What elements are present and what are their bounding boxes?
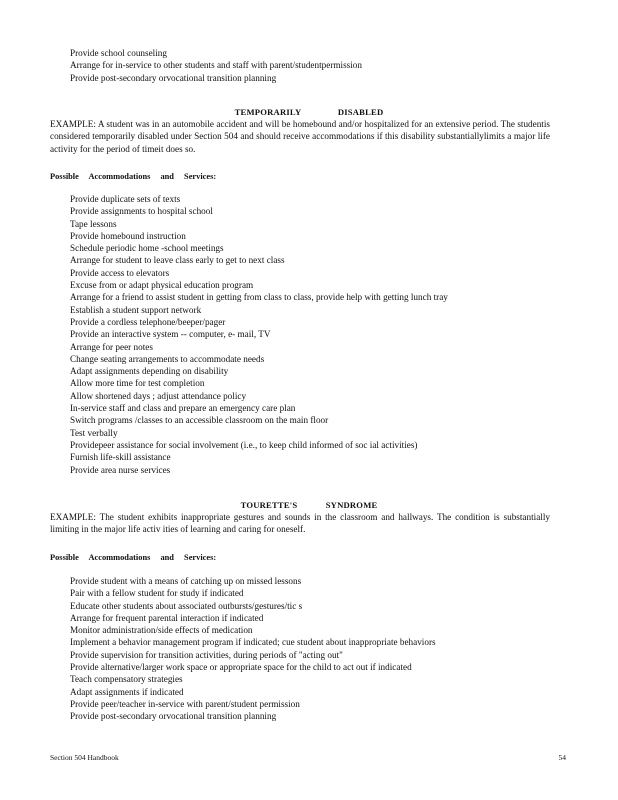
list-item	[60, 193, 448, 205]
list-item	[60, 439, 448, 451]
list-item-text: Change seating arrangements to accommodate needs	[70, 353, 265, 364]
list-item-text: Provide area nurse services	[70, 464, 171, 475]
list-item	[60, 254, 448, 266]
list-item-text: Arrange for in-service to other students and staff with parent/studentpermission	[70, 60, 362, 71]
list-item-text: Provide post-secondary orvocational transition planning	[70, 72, 277, 83]
list-item-text: Test verbally	[70, 427, 118, 438]
list-item	[60, 47, 362, 59]
temporarily-disabled-heading	[0, 107, 618, 117]
list-item	[60, 291, 448, 303]
list-item	[60, 686, 436, 698]
tourettes-sub-label: Possible Accommodations and Services:	[50, 553, 217, 562]
footer-title: Section 504 Handbook	[50, 753, 119, 762]
list-item-text: Arrange for peer notes	[70, 341, 153, 352]
list-item	[60, 636, 436, 648]
list-item-text: Switch programs /classes to an accessible classroom on the main floor	[70, 415, 329, 426]
list-item-text: Allow shortened days ; adjust attendance policy	[70, 390, 247, 401]
list-item-text: Allow more time for test completion	[70, 378, 205, 389]
list-item	[60, 624, 436, 636]
tourettes-heading	[0, 500, 618, 510]
list-item	[60, 316, 448, 328]
list-item	[60, 218, 448, 230]
list-item	[60, 390, 448, 402]
list-item-text: Provide supervision for transition activities, during periods of "acting out"	[70, 649, 343, 660]
list-item-text: Adapt assignments if indicated	[70, 686, 184, 697]
list-item	[60, 59, 362, 71]
list-item	[60, 414, 448, 426]
list-item-text: Provide homebound instruction	[70, 230, 186, 241]
temporarily-disabled-list	[60, 193, 448, 476]
list-item	[60, 587, 436, 599]
list-item-text: Excuse from or adapt physical education program	[70, 280, 254, 291]
list-item	[60, 72, 362, 84]
list-item-text: Furnish life-skill assistance	[70, 452, 171, 463]
temporarily-disabled-sub-label: Possible Accommodations and Services:	[50, 172, 217, 181]
temporarily-disabled-example: EXAMPLE: A student was in an automobile accident and will be homebound and/or hospitalized for an extensive period. The studentis considered temporarily disabled under Section 504 and should receive accommodations if this disability substantiallylimits a major life activity for the period of timeit does so.	[50, 119, 550, 154]
list-item-text: Provide student with a means of catching up on missed lessons	[70, 576, 302, 586]
list-item-text: Provide alternative/larger work space or appropriate space for the child to act out if indicated	[70, 662, 412, 673]
list-item	[60, 575, 436, 587]
list-item	[60, 427, 448, 439]
list-item-text: Provide assignments to hospital school	[70, 206, 213, 217]
tourettes-example: EXAMPLE: The student exhibits inappropriate gestures and sounds in the classroom and hallways. The condition is substantially limiting in the major life activ ities of learning and caring for oneself.	[50, 512, 550, 535]
list-item	[60, 242, 448, 254]
list-item-text: Arrange for frequent parental interaction if indicated	[70, 612, 264, 623]
list-item-text: Provide access to elevators	[70, 267, 170, 278]
list-item	[60, 451, 448, 463]
list-item	[60, 230, 448, 242]
list-item	[60, 710, 436, 722]
list-item-text: Educate other students about associated outbursts/gestures/tic s	[70, 600, 303, 611]
list-item-text: Provide peer/teacher in-service with parent/student permission	[70, 698, 300, 709]
list-item-text: Adapt assignments depending on disability	[70, 366, 229, 377]
list-item-text: Teach compensatory strategies	[70, 674, 183, 685]
list-item	[60, 698, 436, 710]
list-item-text: Monitor administration/side effects of medication	[70, 625, 253, 636]
heading-word: TOURETTE'S	[240, 500, 298, 510]
list-item	[60, 205, 448, 217]
list-item	[60, 341, 448, 353]
top-list	[60, 47, 362, 84]
list-item-text: Arrange for a friend to assist student in getting from class to class, provide help with getting lunch tray	[70, 292, 448, 303]
list-item	[60, 612, 436, 624]
tourettes-list	[60, 575, 436, 723]
list-item	[60, 304, 448, 316]
heading-word: SYNDROME	[325, 500, 378, 510]
heading-word: DISABLED	[337, 107, 384, 117]
list-item-text: Tape lessons	[70, 218, 117, 229]
list-item-text: Provide school counseling	[70, 48, 167, 58]
list-item-text: Provide a cordless telephone/beeper/pager	[70, 316, 226, 327]
heading-word: TEMPORARILY	[234, 107, 302, 117]
list-item-text: Provide duplicate sets of texts	[70, 194, 181, 204]
list-item	[60, 377, 448, 389]
list-item-text: Provide post-secondary orvocational transition planning	[70, 711, 277, 722]
page-number: 54	[558, 753, 566, 762]
list-item	[60, 402, 448, 414]
list-item-text: Arrange for student to leave class early to get to next class	[70, 255, 285, 266]
list-item-text: Schedule periodic home -school meetings	[70, 243, 224, 254]
list-item-text: In-service staff and class and prepare an emergency care plan	[70, 403, 296, 414]
list-item	[60, 464, 448, 476]
list-item	[60, 649, 436, 661]
list-item	[60, 365, 448, 377]
list-item	[60, 353, 448, 365]
list-item	[60, 328, 448, 340]
list-item	[60, 267, 448, 279]
list-item-text: Provide an interactive system -- computer, e- mail, TV	[70, 329, 271, 340]
list-item-text: Providepeer assistance for social involvement (i.e., to keep child informed of soc ial activities)	[70, 439, 418, 450]
list-item-text: Establish a student support network	[70, 304, 202, 315]
list-item	[60, 279, 448, 291]
list-item	[60, 600, 436, 612]
list-item	[60, 661, 436, 673]
list-item	[60, 673, 436, 685]
list-item-text: Pair with a fellow student for study if indicated	[70, 588, 244, 599]
list-item-text: Implement a behavior management program if indicated; cue student about inappropriate behaviors	[70, 637, 436, 648]
